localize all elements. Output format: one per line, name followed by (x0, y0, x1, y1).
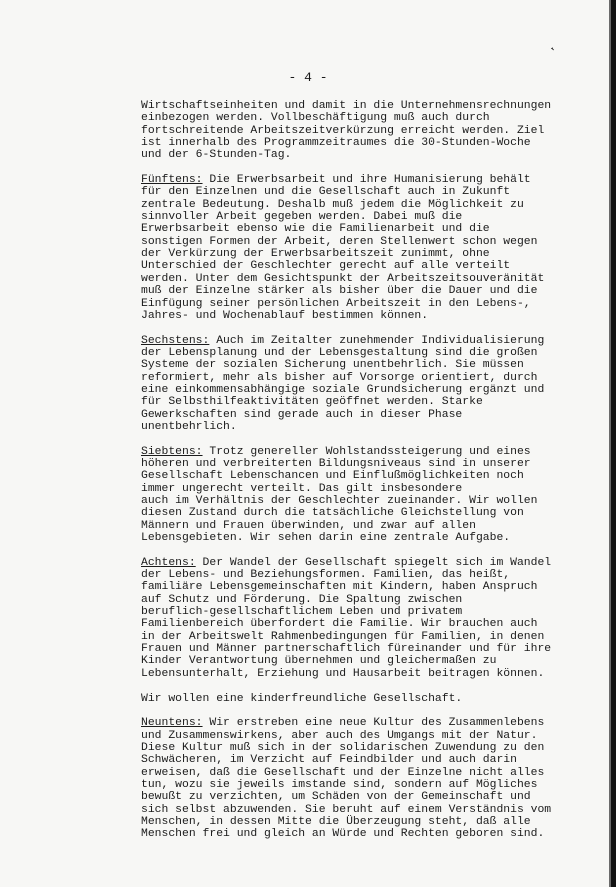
text-line (141, 384, 581, 396)
line-text: Menschen, in dessen Mitte die Überzeugung steht, daß alle (141, 815, 531, 828)
text-line (141, 495, 581, 507)
text-line (141, 483, 581, 495)
line-text: unentbehrlich. (141, 420, 237, 433)
paragraph-label: Neuntens: (141, 717, 203, 730)
paragraph-label: Sechstens: (141, 334, 210, 347)
text-line (141, 717, 581, 729)
line-text: Lebensgebieten. Wir sehen darin eine zentrale Aufgabe. (141, 532, 511, 545)
line-text: einbezogen werden. Vollbeschäftigung muß auch durch (141, 112, 490, 125)
text-line (141, 606, 581, 618)
line-text: diesen Zustand durch die tatsächliche Gleichstellung von (141, 507, 524, 520)
text-line (141, 248, 581, 260)
paragraph (141, 100, 581, 162)
line-text: fortschreitende Arbeitszeitverkürzung erreicht werden. Ziel (141, 124, 545, 137)
paragraph-label: Fünftens: (141, 174, 203, 187)
scan-edge (611, 0, 616, 887)
text-line (141, 211, 581, 223)
text-line (141, 581, 581, 593)
text-line (141, 816, 581, 828)
text-line (141, 458, 581, 470)
text-line (141, 421, 581, 433)
page-number: - 4 - (288, 70, 328, 85)
text-line (141, 507, 581, 519)
line-text: Lebensunterhalt, Erziehung und Hausarbeit beitragen können. (141, 667, 545, 680)
text-line (141, 273, 581, 285)
text-line (141, 409, 581, 421)
line-text: tun, wozu sie jeweils imstande sind, sondern auf Mögliches (141, 778, 538, 791)
text-line (141, 668, 581, 680)
text-line (141, 396, 581, 408)
line-text: eine einkommensabhängige soziale Grundsicherung ergänzt und (141, 383, 545, 396)
line-text: für Selbsthilfeaktivitäten geöffnet werden. Starke (141, 396, 483, 409)
line-text: Männern und Frauen überwinden, und zwar auf allen (141, 519, 476, 532)
text-line (141, 359, 581, 371)
line-text: sich selbst abzuwenden. Sie beruht auf einem Verständnis vom (141, 803, 552, 816)
paragraph (141, 557, 581, 680)
text-line (141, 149, 581, 161)
text-line (141, 100, 581, 112)
line-text: auch im Verhältnis der Geschlechter zueinander. Wir wollen (141, 495, 538, 507)
line-text: und der 6-Stunden-Tag. (141, 149, 292, 162)
line-text: Wir erstreben eine neue Kultur des Zusammenlebens (202, 717, 545, 730)
line-text: Kinder Verantwortung übernehmen und gleichermaßen zu (141, 655, 497, 668)
text-line (141, 655, 581, 667)
text-line (141, 335, 581, 347)
line-text: Einfügung seiner persönlichen Arbeitszeit in den Lebens-, (141, 297, 531, 310)
paragraph (141, 446, 581, 545)
text-line (141, 742, 581, 754)
line-text: bewußt zu verzichten, um Schäden von der Gemeinschaft und (141, 791, 531, 804)
line-text: der Lebens- und Beziehungsformen. Familien, das heißt, (141, 569, 511, 582)
line-text: reformiert, mehr als bisher auf Vorsorge orientiert, durch (141, 371, 538, 384)
line-text: Familienbereich überfordert die Familie. Wir brauchen auch (141, 618, 538, 631)
line-text: Menschen frei und gleich an Würde und Rechten geboren sind. (141, 828, 545, 841)
text-line (141, 372, 581, 384)
line-text: beruflich-gesellschaftlichem Leben und privatem (141, 606, 463, 619)
text-line (141, 199, 581, 211)
line-text: Erwerbsarbeit ebenso wie die Familienarbeit und die (141, 223, 490, 236)
line-text: Der Wandel der Gesellschaft spiegelt sich im Wandel (195, 556, 552, 569)
text-line (141, 631, 581, 643)
text-line (141, 310, 581, 322)
line-text: Wir wollen eine kinderfreundliche Gesellschaft. (141, 692, 463, 705)
text-line (141, 520, 581, 532)
scan-speck-mark: ˞ (551, 45, 554, 55)
text-line (141, 828, 581, 840)
text-line (141, 594, 581, 606)
line-text: der Verkürzung der Erwerbsarbeitszeit zunimmt, ohne (141, 248, 490, 261)
line-text: muß der Einzelne stärker als bisher über die Dauer und die (141, 285, 538, 298)
text-line (141, 298, 581, 310)
text-line (141, 223, 581, 235)
line-text: Gesellschaft Lebenschancen und Einflußmöglichkeiten noch (141, 470, 524, 483)
paragraph (141, 174, 581, 322)
line-text: ist innerhalb des Programmzeitraumes die 30-Stunden-Woche (141, 137, 531, 150)
text-line (141, 260, 581, 272)
line-text: Jahres- und Wochenablauf bestimmen können. (141, 309, 429, 322)
text-line (141, 137, 581, 149)
text-line (141, 618, 581, 630)
line-text: Trotz genereller Wohlstandssteigerung und eines (202, 445, 531, 458)
text-line (141, 174, 581, 186)
line-text: Die Erwerbsarbeit und ihre Humanisierung behält (202, 174, 531, 187)
line-text: Schwächeren, im Verzicht auf Feindbilder und auch darin (141, 754, 517, 767)
line-text: Gewerkschaften sind gerade auch in dieser Phase (141, 408, 463, 421)
line-text: sinnvoller Arbeit gegeben werden. Dabei muß die (141, 211, 463, 224)
line-text: sonstigen Formen der Arbeit, deren Stellenwert schon wegen (141, 235, 538, 248)
text-line (141, 754, 581, 766)
line-text: Systeme der sozialen Sicherung unentbehrlich. Sie müssen (141, 359, 524, 372)
line-text: Unterschied der Geschlechter gerecht auf alle verteilt (141, 260, 511, 273)
text-line (141, 730, 581, 742)
text-line (141, 532, 581, 544)
line-text: Wirtschaftseinheiten und damit in die Unternehmensrechnungen (141, 100, 552, 112)
line-text: erweisen, daß die Gesellschaft und der Einzelne nicht alles (141, 766, 545, 779)
paragraph-label: Siebtens: (141, 445, 203, 458)
text-line (141, 804, 581, 816)
line-text: für den Einzelnen und die Gesellschaft auch in Zukunft (141, 186, 511, 199)
paragraph (141, 693, 581, 705)
line-text: Auch im Zeitalter zunehmender Individualisierung (209, 334, 545, 347)
line-text: in der Arbeitswelt Rahmenbedingungen für Familien, in denen (141, 630, 545, 643)
line-text: und Zusammenswirkens, aber auch des Umgangs mit der Natur. (141, 729, 538, 742)
paragraph (141, 717, 581, 840)
line-text: auf Schutz und Förderung. Die Spaltung zwischen (141, 593, 463, 606)
line-text: werden. Unter dem Gesichtspunkt der Arbeitszeitsouveränität (141, 272, 545, 285)
line-text: zentrale Bedeutung. Deshalb muß jedem die Möglichkeit zu (141, 198, 524, 211)
line-text: immer ungerecht verteilt. Das gilt insbesondere (141, 482, 463, 495)
line-text: der Lebensplanung und der Lebensgestaltung sind die großen (141, 346, 538, 359)
line-text: Frauen und Männer partnerschaftlich füreinander und für ihre (141, 643, 552, 656)
text-line (141, 693, 581, 705)
text-line (141, 347, 581, 359)
text-line (141, 285, 581, 297)
text-line (141, 186, 581, 198)
body-text (141, 100, 581, 853)
paragraph (141, 335, 581, 434)
line-text: Diese Kultur muß sich in der solidarischen Zuwendung zu den (141, 741, 545, 754)
text-line (141, 112, 581, 124)
text-line (141, 767, 581, 779)
text-line (141, 791, 581, 803)
text-line (141, 557, 581, 569)
text-line (141, 569, 581, 581)
line-text: familiäre Lebensgemeinschaften mit Kindern, haben Anspruch (141, 581, 538, 594)
text-line (141, 446, 581, 458)
text-line (141, 236, 581, 248)
line-text: höheren und verbreiterten Bildungsniveaus sind in unserer (141, 457, 531, 470)
text-line (141, 779, 581, 791)
text-line (141, 643, 581, 655)
text-line (141, 470, 581, 482)
text-line (141, 125, 581, 137)
paragraph-label: Achtens: (141, 556, 196, 569)
